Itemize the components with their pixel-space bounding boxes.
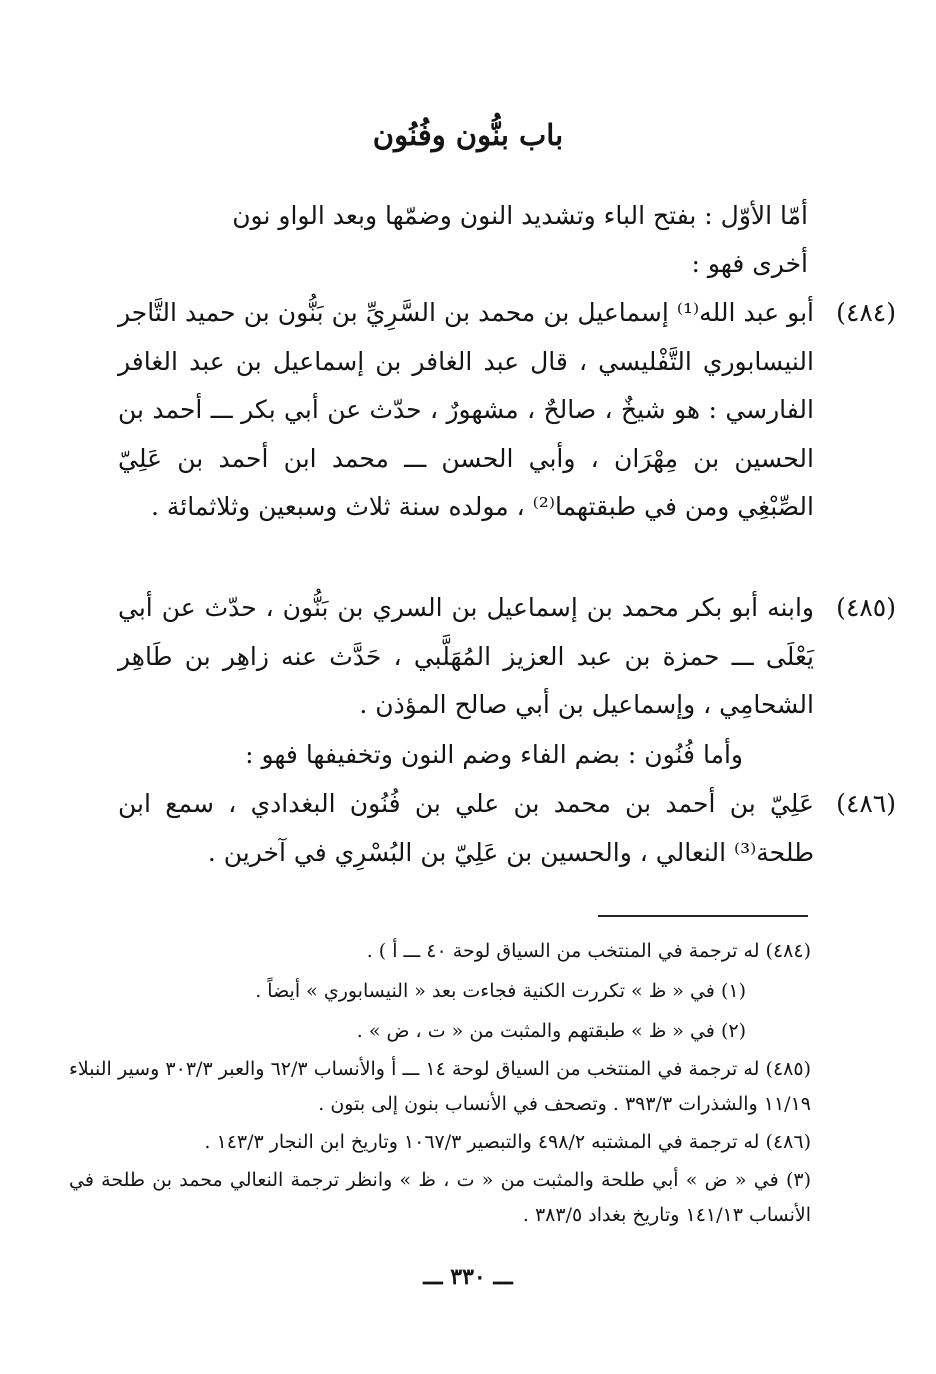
footnote-number: (٤٨٥) [765,1058,811,1080]
entry-number: (٤٨٥) [836,593,896,622]
footnote-number: (١) [720,980,746,1002]
footnote-separator [598,915,808,917]
entry-text: وابنه أبو بكر محمد بن إسماعيل بن السري بن بَنُّون ، حدّث عن أبي يَعْلَى ـــ حمزة بن عبد العزيز المُهَلَّبي ، حَدَّث عنه زاهِر بن طَاهِر الشحامِي ، وإسماعيل بن أبي صالح المؤذن . [118,593,814,719]
footnote-number: (٢) [720,1020,746,1042]
entry-number: (٤٨٦) [836,789,896,818]
footnote-486 [111,1125,811,1160]
footnote-1 [126,974,746,1009]
footnote-text: له ترجمة في المشتبه ٤٩٨/٢ والتبصير ١٠٦٧/٣ وتاريخ ابن النجار ١٤٣/٣ . [204,1131,760,1153]
footnote-text: له ترجمة في المنتخب من السياق لوحة ٤٠ ـــ أ ) . [366,940,760,962]
entry-485 [118,584,896,730]
footnote-number: (٣) [785,1169,811,1191]
footnote-2 [126,1014,746,1049]
entry-486 [118,780,896,877]
footnote-text: له ترجمة في المنتخب من السياق لوحة ١٤ ـــ أ والأنساب ٦٢/٣ والعبر ٣٠٣/٣ وسير النبلاء ١١/١٩ والشذرات ٣٩٣/٣ . وتصحف في الأنساب بنون إلى بتون . [69,1058,811,1115]
entry-text: أبو عبد الله⁽¹⁾ إسماعيل بن محمد بن السَّرِيِّ بن بَنُّون بن حميد التَّاجر النيسابوري التَّفْليسي ، قال عبد الغافر بن إسماعيل بن عبد الغافر الفارسي : هو شيخٌ ، صالحٌ ، مشهورٌ ، حدّث عن أبي بكر ـــ أحمد بن الحسين بن مِهْرَان ، وأبي الحسن ـــ محمد ابن أحمد بن عَلِيّ الصِّبْغِي ومن في طبقتهما⁽²⁾ ، مولده سنة ثلاث وسبعين وثلاثمائة . [118,298,814,521]
footnote-number: (٤٨٦) [765,1131,811,1153]
footnote-3 [69,1163,811,1233]
intro-line-2: أخرى فهو : [691,249,808,278]
footnote-text: في « ظ » طبقتهم والمثبت من « ت ، ض » . [356,1020,715,1042]
chapter-title: باب بنُّون وفُنُون [372,118,564,152]
footnote-484 [111,934,811,969]
entry-484 [118,289,896,532]
footnote-number: (٤٨٤) [765,940,811,962]
intro-line-1: أمّا الأوّل : بفتح الباء وتشديد النون وضمّها وبعد الواو نون [232,201,808,230]
intro-paragraph [118,192,808,288]
page-number: ـــ ٣٣٠ ـــ [423,1264,513,1290]
footnote-485 [69,1052,811,1122]
footnote-text: في « ض » أبي طلحة والمثبت من « ت ، ظ » وانظر ترجمة النعالي محمد بن طلحة في الأنساب ١٤١/١٣ وتاريخ بغداد ٣٨٣/٥ . [69,1169,811,1226]
footnote-text: في « ظ » تكررت الكنية فجاءت بعد « النيسابوري » أيضاً . [255,980,715,1002]
entry-number: (٤٨٤) [836,298,896,327]
entry-text: عَلِيّ بن أحمد بن محمد بن علي بن فُنُون البغدادي ، سمع ابن طلحة⁽³⁾ النعالي ، والحسين بن عَلِيّ بن البُسْرِي في آخرين . [118,789,814,867]
section-heading-funun: وأما فُنُون : بضم الفاء وضم النون وتخفيفها فهو : [245,740,743,769]
